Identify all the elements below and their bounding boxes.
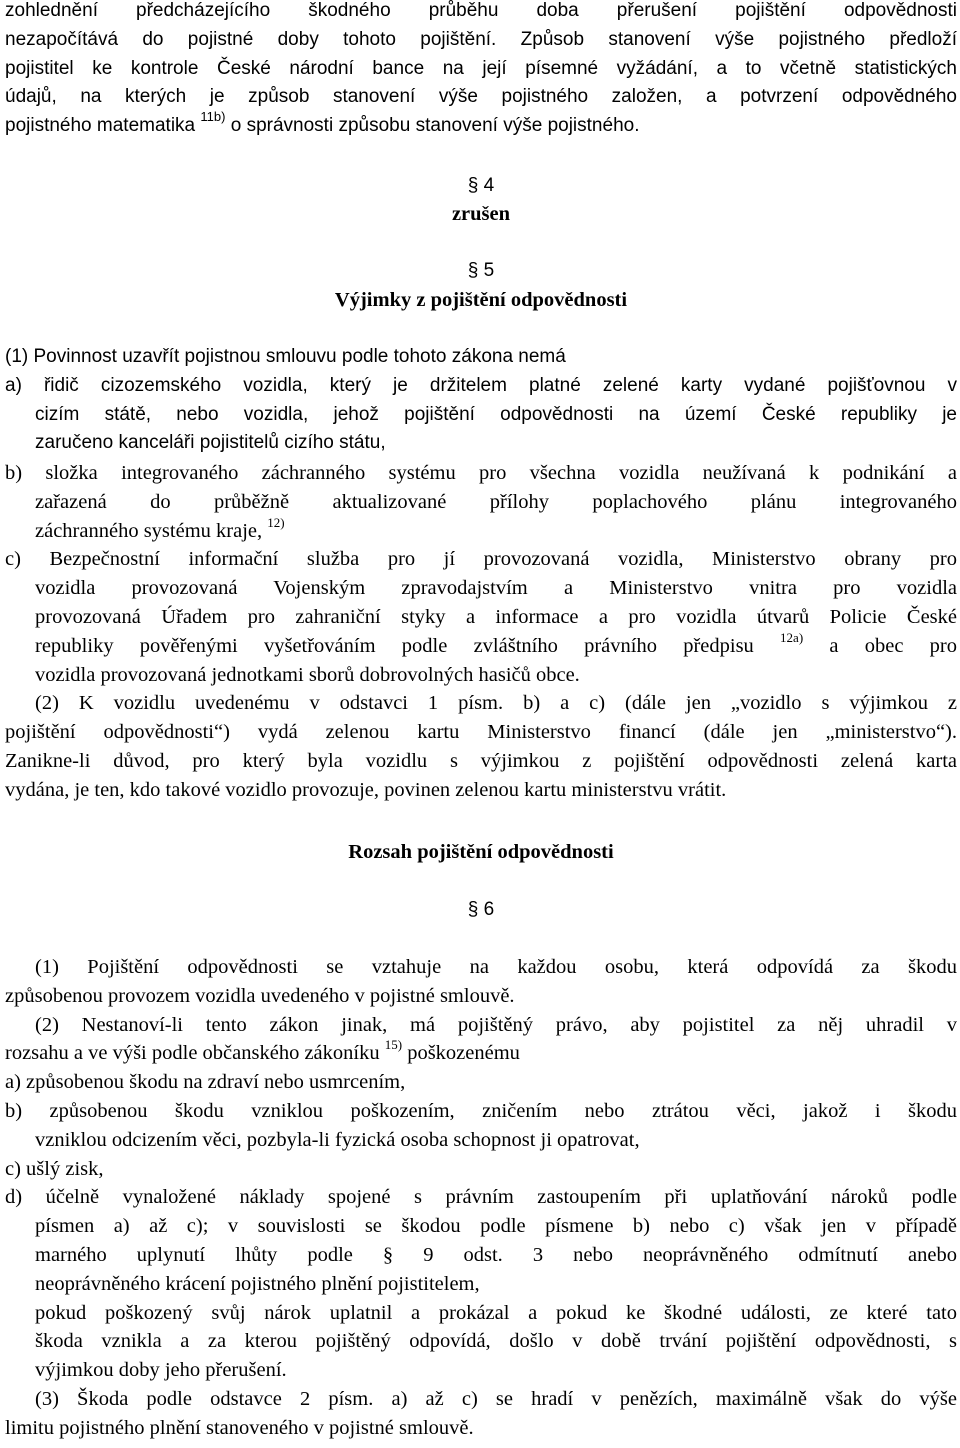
section-mark-4: § 4: [467, 175, 495, 196]
item-c-line: provozovaná Úřadem pro zahraniční styky a informace a pro vozidla útvarů Policie České: [35, 605, 957, 628]
item-c-line: republiky pověřenými vyšetřováním podle zvláštního právního předpisu $^{12a)}$ a obec pro: [35, 629, 958, 657]
closing-line: výjimkou doby jeho přerušení.: [35, 1359, 287, 1382]
heading-rozsah: Rozsah pojištění odpovědnosti: [348, 841, 614, 863]
item-a-line: a) způsobenou škodu na zdraví nebo usmrcením,: [5, 1071, 406, 1094]
item-c-line: c) Bezpečnostní informační služba pro jí provozovaná vozidla, Ministerstvo obrany pro: [5, 548, 957, 571]
item-d-line: písmen a) až c); v souvislosti se škodou podle písmene b) nebo c) však jen v případě: [35, 1215, 957, 1238]
closing-line: pokud poškozený svůj nárok uplatnil a prokázal a pokud ke škodné události, ze které tato: [35, 1301, 957, 1324]
paragraph-line: rozsahu a ve výši podle občanského zákoníku $^{15)}$ poškozenému: [5, 1037, 520, 1065]
paragraph-line: způsobenou provozem vozidla uvedeného v pojistné smlouvě.: [5, 984, 515, 1007]
section-mark-6: § 6: [467, 899, 495, 920]
item-d-line: d) účelně vynaložené náklady spojené s právním zastoupením při uplatňování nároků podle: [5, 1186, 957, 1209]
paragraph-line: (1) Povinnost uzavřít pojistnou smlouvu podle tohoto zákona nemá: [5, 346, 566, 367]
footnote-ref: 11b): [200, 109, 226, 125]
footnote-ref: 12a): [780, 629, 804, 645]
intro-paragraph: [5, 0, 957, 141]
item-b-line: zařazená do průběžně aktualizované přílohy poplachového plánu integrovaného: [35, 490, 957, 513]
section-title-5: Výjimky z pojištění odpovědnosti: [334, 289, 628, 311]
intro-line: pojistitel ke kontrole České národní bance na její písemné vyžádání, a to včetně statistických: [5, 57, 957, 79]
paragraph-line: pojištění odpovědnosti“) vydá zelenou kartu Ministerstvo financí (dále jen „ministerstvo“).: [5, 721, 957, 744]
item-b-line: b) složka integrovaného záchranného systému pro všechna vozidla neužívaná k podnikání a: [5, 462, 957, 484]
item-c-line: vozidla provozovaná jednotkami sborů dobrovolných hasičů obce.: [35, 663, 580, 686]
closing-line: škoda vznikla a za kterou pojištěný odpovídá, došlo v době trvání pojištění odpovědnosti, s: [35, 1330, 957, 1353]
item-c-line: c) ušlý zisk,: [5, 1157, 104, 1180]
paragraph-line: (2) Nestanoví-li tento zákon jinak, má pojištěný právo, aby pojistitel za něj uhradil v: [35, 1013, 957, 1036]
paragraph-line: Zanikne-li důvod, pro který byla vozidlu s výjimkou z pojištění odpovědnosti zelená karta: [5, 749, 957, 772]
section-5-items: [5, 459, 957, 805]
item-d-line: neoprávněného krácení pojistného plnění pojistitelem,: [35, 1272, 480, 1295]
intro-line: údajů, na kterých je způsob stanovení výše pojistného založen, a potvrzení odpovědného: [5, 86, 957, 108]
section-6-body: [5, 953, 957, 1443]
footnote-ref: 12): [267, 514, 285, 530]
section-mark-5: § 5: [467, 260, 495, 281]
intro-line: pojistného matematika $^{11b)}$ o správnosti způsobu stanovení výše pojistného.: [5, 109, 640, 137]
item-b-line: záchranného systému kraje, $^{12)}$: [35, 514, 285, 542]
item-a-line: cizím státě, nebo vozidla, jehož pojištění odpovědnosti na území České republiky je: [35, 403, 957, 425]
item-b-line: vzniklou odcizením věci, pozbyla-li fyzická osoba schopnost ji opatrovat,: [35, 1128, 640, 1151]
intro-line: zohlednění předcházejícího škodného průběhu doba přerušení pojištění odpovědnosti: [5, 0, 957, 21]
section-title-4: zrušen: [451, 203, 511, 225]
paragraph-line: limitu pojistného plnění stanoveného v pojistné smlouvě.: [5, 1416, 474, 1439]
item-a-line: zaručeno kanceláři pojistitelů cizího státu,: [35, 432, 386, 454]
paragraph-line: (1) Pojištění odpovědnosti se vztahuje na každou osobu, která odpovídá za škodu: [35, 956, 957, 978]
item-a-line: a) řidič cizozemského vozidla, který je držitelem platné zelené karty vydané pojišťovnou v: [5, 374, 957, 396]
paragraph-line: (3) Škoda podle odstavce 2 písm. a) až c) se hradí v penězích, maximálně však do výše: [35, 1387, 957, 1410]
item-c-line: vozidla provozovaná Vojenským zpravodajstvím a Ministerstvo vnitra pro vozidla: [35, 577, 957, 600]
item-d-line: marného uplynutí lhůty podle § 9 odst. 3 nebo neoprávněného odmítnutí anebo: [35, 1243, 957, 1266]
paragraph-line: vydána, je ten, kdo takové vozidlo provozuje, povinen zelenou kartu ministerstvu vrátit.: [5, 778, 727, 801]
paragraph-line: (2) K vozidlu uvedenému v odstavci 1 písm. b) a c) (dále jen „vozidlo s výjimkou z: [35, 692, 957, 715]
item-b-line: b) způsobenou škodu vzniklou poškozením, zničením nebo ztrátou věci, jakož i škodu: [5, 1099, 957, 1122]
intro-line: nezapočítává do pojistné doby tohoto pojištění. Způsob stanovení výše pojistného předloží: [5, 28, 957, 50]
footnote-ref: 15): [384, 1037, 403, 1053]
section-5-body: [5, 343, 957, 458]
